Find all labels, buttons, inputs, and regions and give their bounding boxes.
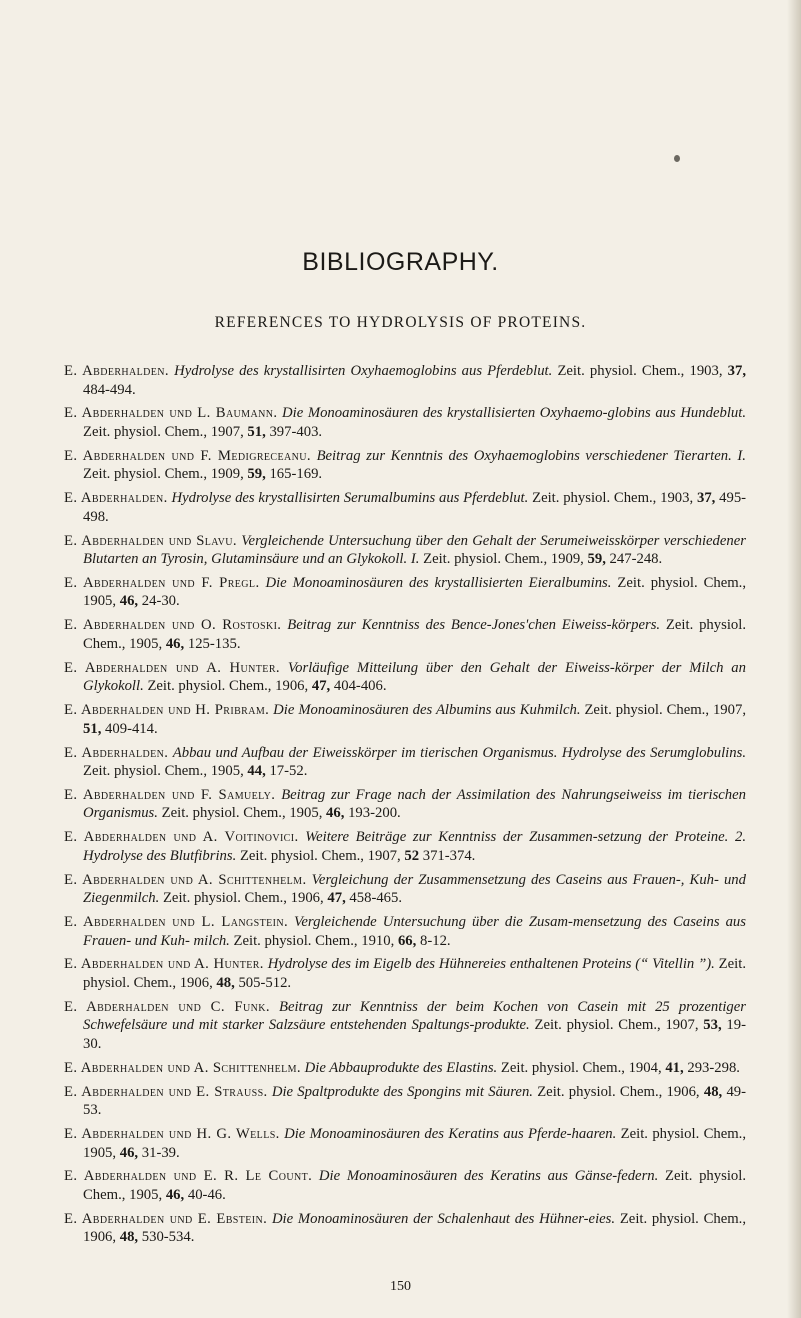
reference-journal: Zeit. physiol. Chem., 1905, [83,574,747,610]
reference-entry [64,447,746,484]
reference-journal: Zeit. physiol. Chem., 1906, [537,1083,700,1100]
reference-title: Die Abbauprodukte des Elastins. [304,1059,498,1076]
reference-volume: 46, [119,593,139,610]
reference-title: Die Monoaminosäuren des krystallisierten Oxyhaemo-globins aus Hundeblut. [282,405,747,422]
reference-entry [64,1167,746,1204]
reference-pages: 247-248. [609,551,663,568]
reference-title: Die Monoaminosäuren des krystallisierten Eieralbumins. [265,574,612,591]
reference-journal: Zeit. physiol. Chem., 1907, [534,1017,699,1034]
reference-title: Vergleichung der Zusammensetzung des Caseins aus Frauen-, Kuh- und Ziegenmilch. [83,871,746,907]
reference-volume: 46, [119,1144,139,1161]
reference-authors: E. Abderhalden und F. Medigreceanu. [64,447,311,464]
reference-authors: E. Abderhalden und A. Voitinovici. [64,829,299,846]
reference-authors: E. Abderhalden. [64,363,170,379]
reference-volume: 51, [83,720,102,737]
reference-volume: 37, [696,490,716,507]
reference-title: Beitrag zur Frage nach der Assimilation des Nahrungseiweiss im tierischen Organismus. [83,786,747,822]
reference-authors: E. Abderhalden und L. Baumann. [64,405,278,422]
reference-authors: E. Abderhalden und A. Schittenhelm. [64,871,307,888]
reference-volume: 52 [404,847,420,864]
reference-journal: Zeit. physiol. Chem., 1905, [83,1126,747,1161]
reference-authors: E. Abderhalden und H. G. Wells. [64,1126,280,1143]
reference-volume: 47, [327,890,346,907]
reference-journal: Zeit. physiol. Chem., 1903, [532,490,694,507]
reference-pages: 19-30. [83,1017,746,1052]
reference-entry [64,659,746,696]
reference-pages: 371-374. [422,847,476,864]
reference-pages: 17-52. [269,763,308,780]
reference-entry [64,574,746,611]
reference-journal: Zeit. physiol. Chem., 1909, [423,551,584,568]
reference-journal: Zeit. physiol. Chem., 1905, [83,1168,747,1203]
reference-volume: 48, [703,1083,723,1100]
reference-journal: Zeit. physiol. Chem., 1905, [161,805,323,822]
reference-journal: Zeit. physiol. Chem., 1907, [239,847,401,864]
reference-authors: E. Abderhalden und F. Samuely. [64,786,276,803]
reference-pages: 293-298. [687,1059,740,1076]
reference-entry [64,1125,746,1162]
reference-pages: 49-53. [83,1083,747,1119]
reference-pages: 31-39. [141,1144,180,1161]
reference-authors: E. Abderhalden und A. Hunter. [64,659,280,676]
reference-title: Die Monoaminosäuren der Schalenhaut des Hühner-eies. [271,1210,616,1227]
reference-pages: 404-406. [333,678,387,695]
reference-journal: Zeit. physiol. Chem., 1905, [83,763,244,780]
reference-authors: E. Abderhalden und A. Hunter. [64,956,264,973]
reference-pages: 397-403. [269,423,323,440]
reference-journal: Zeit. physiol. Chem., 1906, [83,956,746,991]
reference-pages: 505-512. [238,974,292,991]
reference-title: Weitere Beiträge zur Kenntniss der Zusammen-setzung der Proteine. 2. Hydrolyse des Blutfibrins. [83,829,746,864]
reference-volume: 59, [247,466,266,483]
reference-authors: E. Abderhalden. [64,490,168,507]
reference-entry [64,532,746,569]
reference-volume: 66, [397,932,417,949]
reference-entry [64,786,746,823]
reference-title: Vorläufige Mitteilung über den Gehalt der Eiweiss-körper der Milch an Glykokoll. [83,659,746,695]
reference-pages: 530-534. [141,1229,195,1246]
reference-volume: 46, [165,635,185,652]
reference-pages: 40-46. [187,1186,226,1203]
reference-journal: Zeit. physiol. Chem., 1903, [557,363,723,379]
reference-title: Hydrolyse des krystallisirten Oxyhaemoglobins aus Pferdeblut. [174,363,553,379]
reference-entry [64,489,746,526]
reference-authors: E. Abderhalden und L. Langstein. [64,914,289,931]
reference-volume: 48, [216,974,235,991]
reference-title: Hydrolyse des krystallisirten Serumalbumins aus Pferdeblut. [171,490,529,507]
reference-entry [64,871,746,908]
reference-volume: 47, [311,678,331,695]
reference-volume: 53, [703,1017,722,1034]
reference-authors: E. Abderhalden und H. Pribram. [64,702,270,719]
reference-entry [64,1083,746,1120]
reference-title: Die Monoaminosäuren des Keratins aus Gänse-federn. [318,1168,659,1185]
reference-authors: E. Abderhalden und F. Pregl. [64,574,260,591]
reference-authors: E. Abderhalden und E. R. Le Count. [64,1168,313,1185]
reference-volume: 46, [326,805,345,822]
reference-volume: 59, [587,551,606,568]
reference-journal: Zeit. physiol. Chem., 1906, [147,678,309,695]
reference-entry [64,404,746,441]
page-title: BIBLIOGRAPHY. [302,248,499,276]
reference-title: Beitrag zur Kenntniss des Bence-Jones'chen Eiweiss-körpers. [287,617,661,634]
reference-title: Beitrag zur Kenntniss der beim Kochen von Casein mit 25 prozentiger Schwefelsäure und mit starker Salzsäure entstehenden Spaltungs-produkte. [83,998,746,1034]
reference-title: Abbau und Aufbau der Eiweisskörper im tierischen Organismus. Hydrolyse des Serumglobulins. [172,744,746,761]
reference-volume: 48, [119,1229,139,1246]
reference-entry [64,701,746,738]
reference-journal: Zeit. physiol. Chem., 1910, [233,932,395,949]
reference-title: Hydrolyse des im Eigelb des Hühnereies enthaltenen Proteins (“ Vitellin ”). [267,956,715,973]
reference-list [64,362,746,1252]
reference-authors: E. Abderhalden und C. Funk. [64,998,270,1015]
reference-volume: 44, [247,763,266,780]
reference-journal: Zeit. physiol. Chem., 1907, [83,423,244,440]
reference-pages: 484-494. [83,381,136,398]
reference-pages: 193-200. [348,805,401,822]
reference-entry [64,998,746,1054]
reference-authors: E. Abderhalden und E. Strauss. [64,1083,268,1100]
reference-journal: Zeit. physiol. Chem., 1909, [83,466,244,483]
reference-journal: Zeit. physiol. Chem., 1905, [83,617,746,652]
reference-entry [64,955,746,992]
reference-pages: 8-12. [419,932,451,949]
reference-pages: 458-465. [349,890,403,907]
reference-authors: E. Abderhalden. [64,744,169,761]
reference-entry [64,1210,746,1247]
reference-volume: 41, [665,1059,684,1076]
reference-entry [64,744,746,781]
reference-volume: 46, [165,1186,185,1203]
reference-entry [64,828,746,865]
reference-pages: 125-135. [187,635,241,652]
ink-speck [674,155,680,162]
reference-journal: Zeit. physiol. Chem., 1907, [584,702,747,719]
reference-authors: E. Abderhalden und E. Ebstein. [64,1210,268,1227]
reference-authors: E. Abderhalden und Slavu. [64,532,237,549]
page-edge-shadow [787,0,801,1318]
reference-volume: 37, [727,363,747,379]
reference-entry [64,362,746,399]
reference-title: Vergleichende Untersuchung über den Gehalt der Serumeiweisskörper verschiedener Blutarten an Tyrosin, Glutaminsäure und an Glykokoll. I. [83,532,746,568]
reference-pages: 24-30. [141,593,180,610]
reference-entry [64,616,746,653]
section-heading: REFERENCES TO HYDROLYSIS OF PROTEINS. [214,314,587,331]
reference-title: Die Spaltprodukte des Spongins mit Säuren. [271,1083,533,1100]
reference-journal: Zeit. physiol. Chem., 1906, [162,890,324,907]
reference-title: Beitrag zur Kenntnis des Oxyhaemoglobins verschiedener Tierarten. I. [316,447,746,464]
reference-title: Die Monoaminosäuren des Keratins aus Pferde-haaren. [284,1126,617,1143]
reference-journal: Zeit. physiol. Chem., 1906, [83,1210,747,1246]
reference-volume: 51, [247,423,266,440]
reference-title: Die Monoaminosäuren des Albumins aus Kuhmilch. [273,702,581,719]
reference-title: Vergleichende Untersuchung über die Zusam-mensetzung des Caseins aus Frauen- und Kuh- milch. [83,914,746,949]
reference-entry [64,1059,746,1078]
reference-pages: 165-169. [269,466,323,483]
reference-authors: E. Abderhalden und A. Schittenhelm. [64,1059,301,1076]
reference-entry [64,913,746,950]
reference-pages: 409-414. [105,720,158,737]
reference-journal: Zeit. physiol. Chem., 1904, [500,1059,662,1076]
reference-authors: E. Abderhalden und O. Rostoski. [64,617,282,634]
reference-pages: 495-498. [83,490,747,525]
page-number: 150 [390,1279,411,1294]
